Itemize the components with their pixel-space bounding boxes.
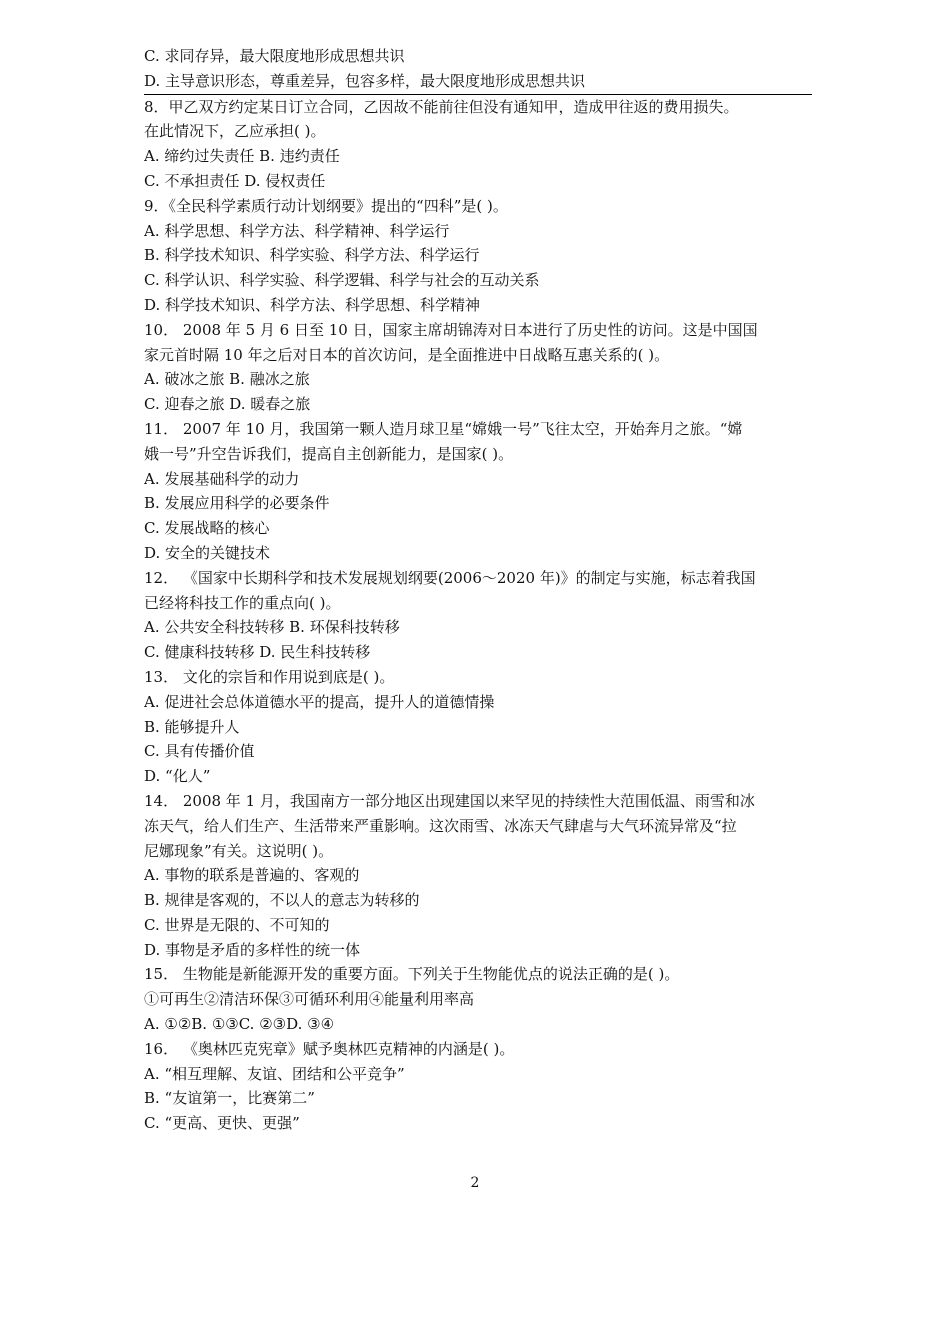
question-14: 14． 2008 年 1 月，我国南方一部分地区出现建国以来罕见的持续性大范围低温、雨雪和冰 [144, 791, 755, 810]
text-line: C. 求同存异，最大限度地形成思想共识 [144, 47, 405, 65]
option-line: C. 科学认识、科学实验、科学逻辑、科学与社会的互动关系 [144, 271, 540, 290]
option-line: D. “化人” [144, 767, 211, 786]
option-line: B. 规律是客观的，不以人的意志为转移的 [144, 891, 420, 910]
option-line: C. 不承担责任 D. 侵权责任 [144, 171, 326, 190]
option-line: A. 科学思想、科学方法、科学精神、科学运行 [144, 221, 450, 240]
text-line: D. 主导意识形态，尊重差异，包容多样，最大限度地形成思想共识 [144, 69, 812, 95]
document-body [144, 44, 812, 1136]
option-line: A. 破冰之旅 B. 融冰之旅 [144, 370, 310, 389]
option-line: A. 事物的联系是普遍的、客观的 [144, 866, 360, 885]
option-line: C. “更高、更快、更强” [144, 1114, 300, 1133]
text-line: ①可再生②清洁环保③可循环利用④能量利用率高 [144, 990, 475, 1009]
question-12: 12． 《国家中长期科学和技术发展规划纲要(2006～2020 年)》的制定与实施，标志着我国 [144, 568, 756, 587]
text-line: 在此情况下，乙应承担( )。 [144, 122, 326, 141]
question-13: 13． 文化的宗旨和作用说到底是( )。 [144, 667, 395, 686]
text-line: 冻天气，给人们生产、生活带来严重影响。这次雨雪、冰冻天气肆虐与大气环流异常及“拉 [144, 816, 737, 835]
option-line: A. “相互理解、友谊、团结和公平竞争” [144, 1064, 405, 1083]
option-line: A. 缔约过失责任 B. 违约责任 [144, 147, 340, 166]
option-line: B. “友谊第一，比赛第二” [144, 1089, 315, 1108]
question-9: 9．《全民科学素质行动计划纲要》提出的“四科”是( )。 [144, 196, 508, 215]
text-line: 已经将科技工作的重点向( )。 [144, 593, 341, 612]
page-number: 2 [470, 1175, 480, 1191]
option-line: A. 发展基础科学的动力 [144, 469, 300, 488]
option-line: B. 发展应用科学的必要条件 [144, 494, 330, 513]
question-11: 11． 2007 年 10 月，我国第一颗人造月球卫星“嫦娥一号”飞往太空，开始奔月之旅。“嫦 [144, 419, 743, 438]
question-16: 16． 《奥林匹克宪章》赋予奥林匹克精神的内涵是( )。 [144, 1039, 515, 1058]
option-line: B. 能够提升人 [144, 717, 240, 736]
option-line: A. 促进社会总体道德水平的提高，提升人的道德情操 [144, 692, 495, 711]
text-line: 尼娜现象”有关。这说明( )。 [144, 841, 334, 860]
option-line: A. ①②B. ①③C. ②③D. ③④ [144, 1015, 335, 1034]
option-line: A. 公共安全科技转移 B. 环保科技转移 [144, 618, 400, 637]
question-10: 10． 2008 年 5 月 6 日至 10 日，国家主席胡锦涛对日本进行了历史性的访问。这是中国国 [144, 320, 758, 339]
option-line: C. 发展战略的核心 [144, 519, 270, 538]
question-8: 8．甲乙双方约定某日订立合同，乙因故不能前往但没有通知甲，造成甲往返的费用损失。 [144, 97, 739, 116]
option-line: C. 具有传播价值 [144, 742, 255, 761]
option-line: B. 科学技术知识、科学实验、科学方法、科学运行 [144, 246, 480, 265]
option-line: C. 世界是无限的、不可知的 [144, 915, 330, 934]
option-line: D. 事物是矛盾的多样性的统一体 [144, 940, 361, 959]
option-line: C. 健康科技转移 D. 民生科技转移 [144, 643, 371, 662]
option-line: D. 科学技术知识、科学方法、科学思想、科学精神 [144, 295, 481, 314]
question-15: 15． 生物能是新能源开发的重要方面。下列关于生物能优点的说法正确的是( )。 [144, 965, 680, 984]
option-line: D. 安全的关键技术 [144, 543, 271, 562]
text-line: 家元首时隔 10 年之后对日本的首次访问，是全面推进中日战略互惠关系的( )。 [144, 345, 670, 364]
text-line: 娥一号”升空告诉我们，提高自主创新能力，是国家( )。 [144, 444, 514, 463]
option-line: C. 迎春之旅 D. 暖春之旅 [144, 395, 311, 414]
